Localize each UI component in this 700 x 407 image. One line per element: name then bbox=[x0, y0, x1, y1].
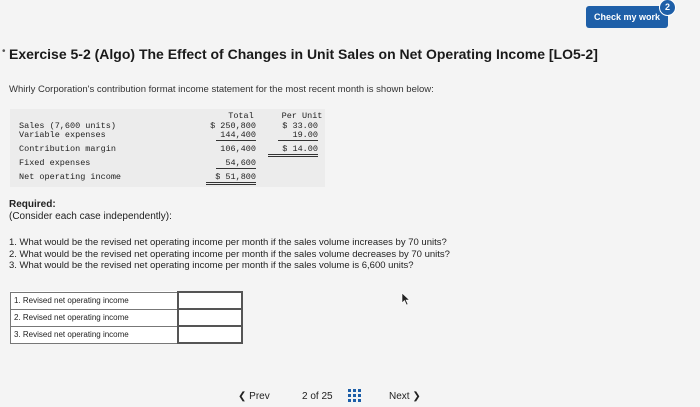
row-total-contribution: 106,400 bbox=[220, 144, 256, 154]
page-indicator bbox=[302, 391, 333, 402]
header-per-unit: Per Unit bbox=[281, 111, 323, 121]
row-total-variable: 144,400 bbox=[216, 130, 256, 141]
question-3: 3. What would be the revised net operating income per month if the sales volume is 6,600 units? bbox=[9, 260, 414, 271]
row-total-fixed: 54,600 bbox=[216, 158, 256, 169]
row-perunit-variable: 19.00 bbox=[278, 130, 318, 141]
page-total: 25 bbox=[321, 391, 333, 402]
prev-label: Prev bbox=[249, 391, 270, 402]
grid-icon[interactable] bbox=[348, 389, 362, 403]
prev-button[interactable] bbox=[238, 391, 270, 402]
row-total-net-income: $ 51,800 bbox=[206, 172, 256, 185]
income-statement bbox=[10, 109, 325, 187]
answer-row bbox=[11, 309, 243, 326]
next-label: Next bbox=[389, 391, 410, 402]
edge-marker: • bbox=[2, 46, 6, 57]
row-label-variable: Variable expenses bbox=[19, 130, 106, 140]
answer-row bbox=[11, 326, 243, 343]
row-label-fixed: Fixed expenses bbox=[19, 158, 91, 168]
required-subtitle: (Consider each case independently): bbox=[9, 211, 172, 222]
answer-table bbox=[10, 291, 243, 344]
chevron-right-icon: ❯ bbox=[412, 391, 421, 402]
header-total: Total bbox=[228, 111, 254, 121]
row-label-net-income: Net operating income bbox=[19, 172, 122, 182]
required-heading: Required: bbox=[9, 199, 56, 210]
intro-text: Whirly Corporation's contribution format income statement for the most recent month is shown below: bbox=[9, 84, 434, 95]
row-label-sales: Sales (7,600 units) bbox=[19, 121, 116, 131]
answer-label-1: 1. Revised net operating income bbox=[11, 292, 179, 309]
mouse-cursor-icon bbox=[401, 292, 411, 306]
next-button[interactable] bbox=[389, 391, 421, 402]
page-current: 2 bbox=[302, 391, 308, 402]
answer-input-1[interactable] bbox=[178, 292, 242, 309]
answer-input-2[interactable] bbox=[178, 309, 242, 326]
answer-row bbox=[11, 292, 243, 309]
answer-label-2: 2. Revised net operating income bbox=[11, 309, 179, 326]
questions-list bbox=[9, 237, 450, 272]
check-count-badge: 2 bbox=[659, 0, 676, 16]
row-total-sales: $ 250,800 bbox=[210, 121, 256, 131]
question-2: 2. What would be the revised net operating income per month if the sales volume decreases by 70 units? bbox=[9, 248, 450, 260]
chevron-left-icon: ❮ bbox=[238, 391, 247, 402]
answer-label-3: 3. Revised net operating income bbox=[11, 326, 179, 343]
exercise-title: Exercise 5-2 (Algo) The Effect of Changes in Unit Sales on Net Operating Income [LO5-2] bbox=[9, 46, 598, 62]
row-perunit-contribution: $ 14.00 bbox=[268, 144, 318, 157]
page-of: of bbox=[310, 391, 319, 402]
row-label-contribution: Contribution margin bbox=[19, 144, 116, 154]
row-perunit-sales: $ 33.00 bbox=[282, 121, 318, 131]
check-my-work-button[interactable]: Check my work bbox=[586, 6, 668, 28]
question-1: 1. What would be the revised net operating income per month if the sales volume increases by 70 units? bbox=[9, 237, 447, 248]
answer-input-3[interactable] bbox=[178, 326, 242, 343]
